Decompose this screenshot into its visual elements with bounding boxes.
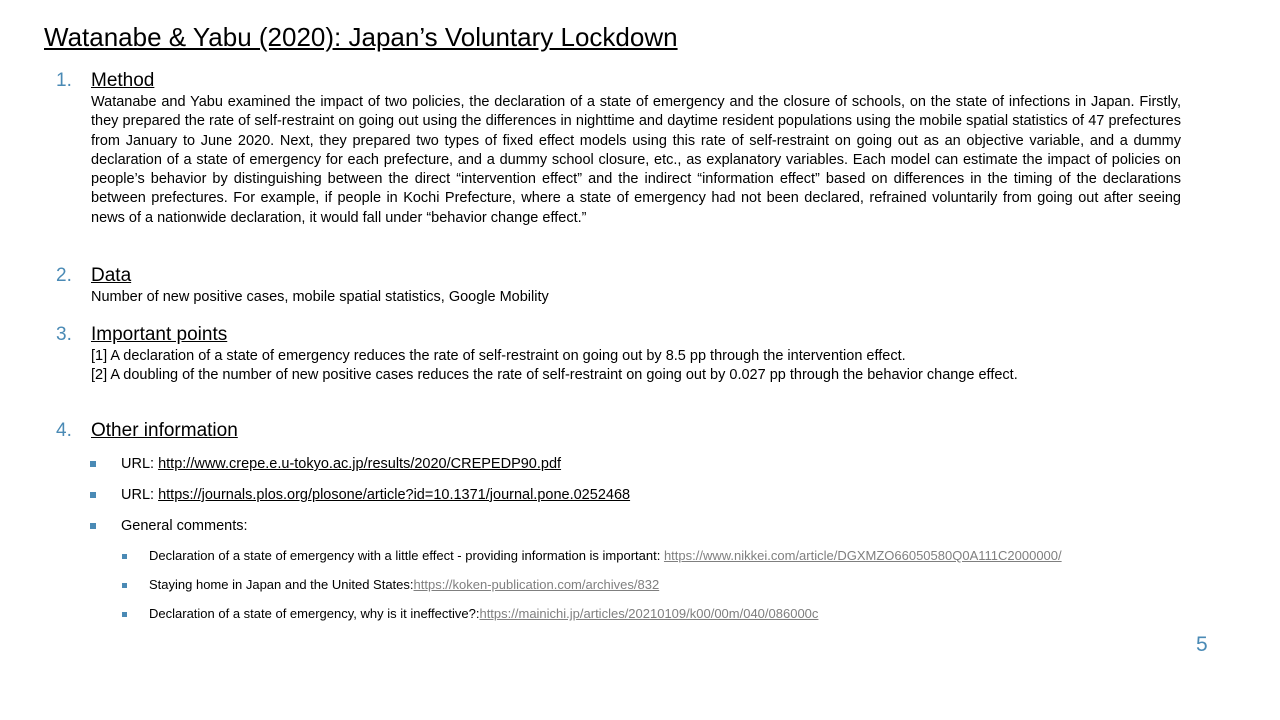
important-points-list	[91, 347, 1181, 386]
nikkei-link[interactable]: https://www.nikkei.com/article/DGXMZO66050580Q0A111C2000000/	[663, 548, 1062, 563]
section-heading-data: Data	[91, 265, 132, 286]
data-text: Number of new positive cases, mobile spatial statistics, Google Mobility	[91, 289, 549, 305]
url-prefix: URL:	[121, 487, 159, 503]
section-heading-other-information: Other information	[91, 420, 238, 441]
plos-article-link[interactable]: https://journals.plos.org/plosone/article?id=10.1371/journal.pone.0252468	[158, 487, 631, 503]
section-number: 2.	[56, 265, 72, 286]
page-number: 5	[1196, 633, 1208, 656]
section-number: 1.	[56, 70, 72, 91]
crepe-pdf-link[interactable]: http://www.crepe.e.u-tokyo.ac.jp/results/2020/CREPEDP90.pdf	[158, 456, 562, 472]
square-bullet-icon	[122, 583, 127, 588]
section-heading-method: Method	[91, 70, 155, 91]
url-prefix: URL:	[121, 456, 159, 472]
mainichi-link[interactable]: https://mainichi.jp/articles/20210109/k00/00m/040/086000c	[479, 606, 819, 621]
comment-text: Staying home in Japan and the United States:	[149, 577, 414, 592]
section-number: 4.	[56, 420, 72, 441]
point-item: [1] A declaration of a state of emergency reduces the rate of self-restraint on going out by 8.5 pp through the intervention effect.	[91, 348, 906, 364]
point-item: [2] A doubling of the number of new positive cases reduces the rate of self-restraint on going out by 0.027 pp through the behavior change effect.	[91, 367, 1018, 384]
square-bullet-icon	[122, 612, 127, 617]
square-bullet-icon	[90, 523, 96, 529]
square-bullet-icon	[90, 461, 96, 467]
section-number: 3.	[56, 324, 72, 345]
general-comments-label: General comments:	[121, 518, 248, 534]
koken-link[interactable]: https://koken-publication.com/archives/832	[413, 577, 660, 592]
slide-title: Watanabe & Yabu (2020): Japan’s Voluntary Lockdown	[44, 22, 678, 52]
section-heading-important-points: Important points	[91, 324, 228, 345]
square-bullet-icon	[90, 492, 96, 498]
comment-text: Declaration of a state of emergency with a little effect - providing information is important:	[149, 548, 664, 563]
square-bullet-icon	[122, 554, 127, 559]
comment-text: Declaration of a state of emergency, why is it ineffective?:	[149, 606, 480, 621]
method-text: Watanabe and Yabu examined the impact of two policies, the declaration of a state of emergency and the closure of schools, on the state of infections in Japan. Firstly, they prepared the rate of self-restraint on going out using the differences in nighttime and daytime resident populations using the mobile spatial statistics of 47 prefectures from January to June 2020. Next, they prepared two types of fixed effect models using this rate of self-restraint on going out as an objective variable, and a dummy declaration of a state of emergency for each prefecture, and a dummy school closure, etc., as explanatory variables. Each model can estimate the impact of policies on people’s behavior by distinguishing between the direct “intervention effect” and the indirect “information effect” based on differences in the timing of the declarations between prefectures. For example, if people in Kochi Prefecture, where a state of emergency had not been declared, refrained voluntarily from going out after seeing news of a nationwide declaration, it would fall under “behavior change effect.”	[91, 94, 1181, 226]
